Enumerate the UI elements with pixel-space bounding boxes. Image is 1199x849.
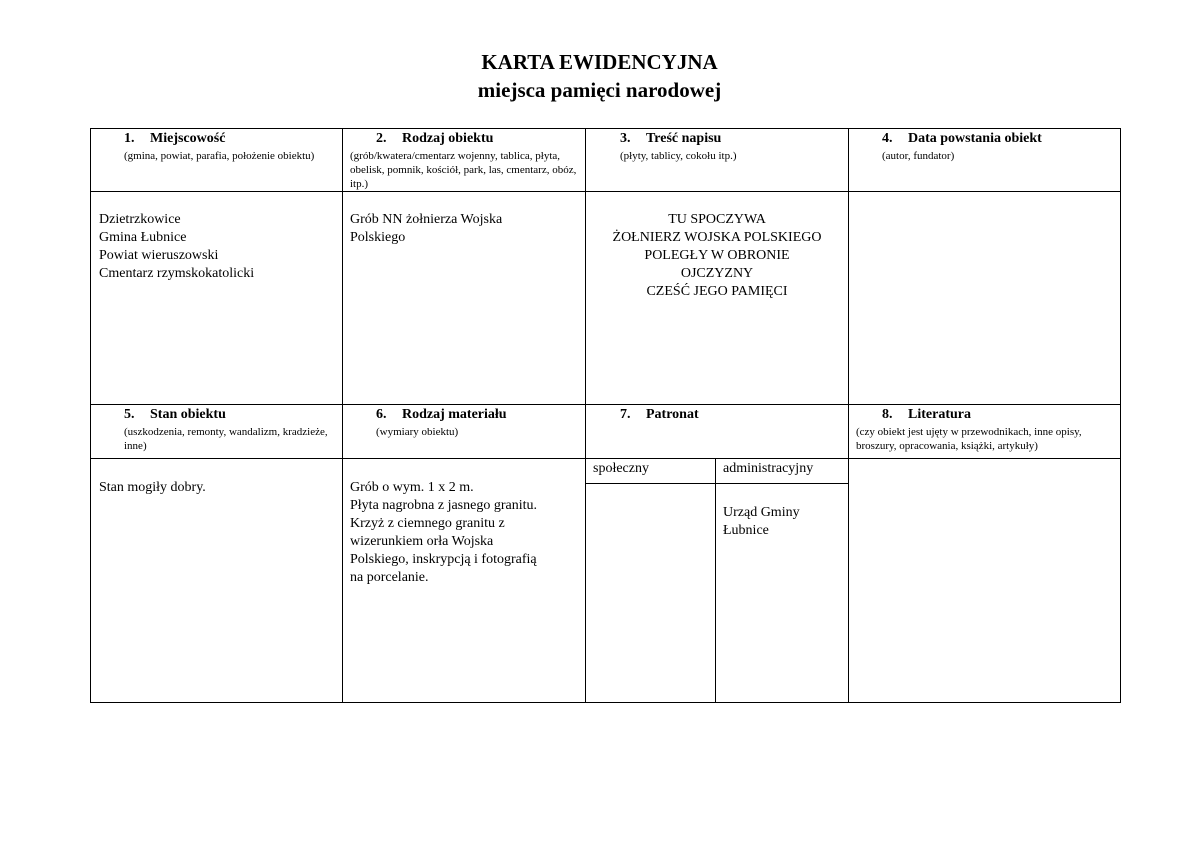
section-hint: (płyty, tablicy, cokołu itp.) [620, 150, 737, 162]
section-hint: (uszkodzenia, remonty, wandalizm, kradzieże, inne) [124, 426, 328, 452]
section-header: 8. Literatura [882, 407, 971, 422]
miejscowosc-value: Dzietrzkowice Gmina Łubnice Powiat wieruszowski Cmentarz rzymskokatolicki [99, 212, 255, 281]
section-hint: (autor, fundator) [882, 150, 955, 162]
section-hint: (wymiary obiektu) [376, 426, 459, 438]
section-hint: (czy obiekt jest ujęty w przewodnikach, inne opisy, broszury, opracowania, książki, artykuły) [856, 426, 1082, 452]
patronat-administracyjny-value: Urząd Gminy Łubnice [723, 505, 800, 538]
stan-obiektu-value: Stan mogiły dobry. [99, 480, 206, 495]
section-hint: (grób/kwatera/cmentarz wojenny, tablica, płyta, obelisk, pomnik, kościół, park, las, cmentarz, obóz, itp.) [350, 150, 577, 190]
section-header: 1. Miejscowość [124, 131, 226, 146]
section-header: 3. Treść napisu [620, 131, 722, 146]
rodzaj-materialu-value: Grób o wym. 1 x 2 m. Płyta nagrobna z jasnego granitu. Krzyż z ciemnego granitu z wizerunkiem orła Wojska Polskiego, inskrypcją i fotografią na porcelanie. [350, 480, 538, 585]
section-header: 2. Rodzaj obiektu [376, 131, 494, 146]
rodzaj-obiektu-value: Grób NN żołnierza Wojska Polskiego [350, 212, 503, 245]
tresc-napisu-value: TU SPOCZYWA ŻOŁNIERZ WOJSKA POLSKIEGO POLEGŁY W OBRONIE OJCZYZNY CZEŚĆ JEGO PAMIĘCI [612, 212, 822, 299]
section-hint: (gmina, powiat, parafia, położenie obiektu) [124, 150, 315, 162]
section-header: 6. Rodzaj materiału [376, 407, 507, 422]
patronat-spoleczny-label: społeczny [593, 461, 649, 476]
section-header: 7. Patronat [620, 407, 699, 422]
patronat-administracyjny-label: administracyjny [723, 461, 814, 476]
document-title: KARTA EWIDENCYJNA [481, 50, 718, 74]
document-subtitle: miejsca pamięci narodowej [477, 78, 722, 102]
section-header: 4. Data powstania obiekt [882, 131, 1042, 146]
section-header: 5. Stan obiektu [124, 407, 226, 422]
